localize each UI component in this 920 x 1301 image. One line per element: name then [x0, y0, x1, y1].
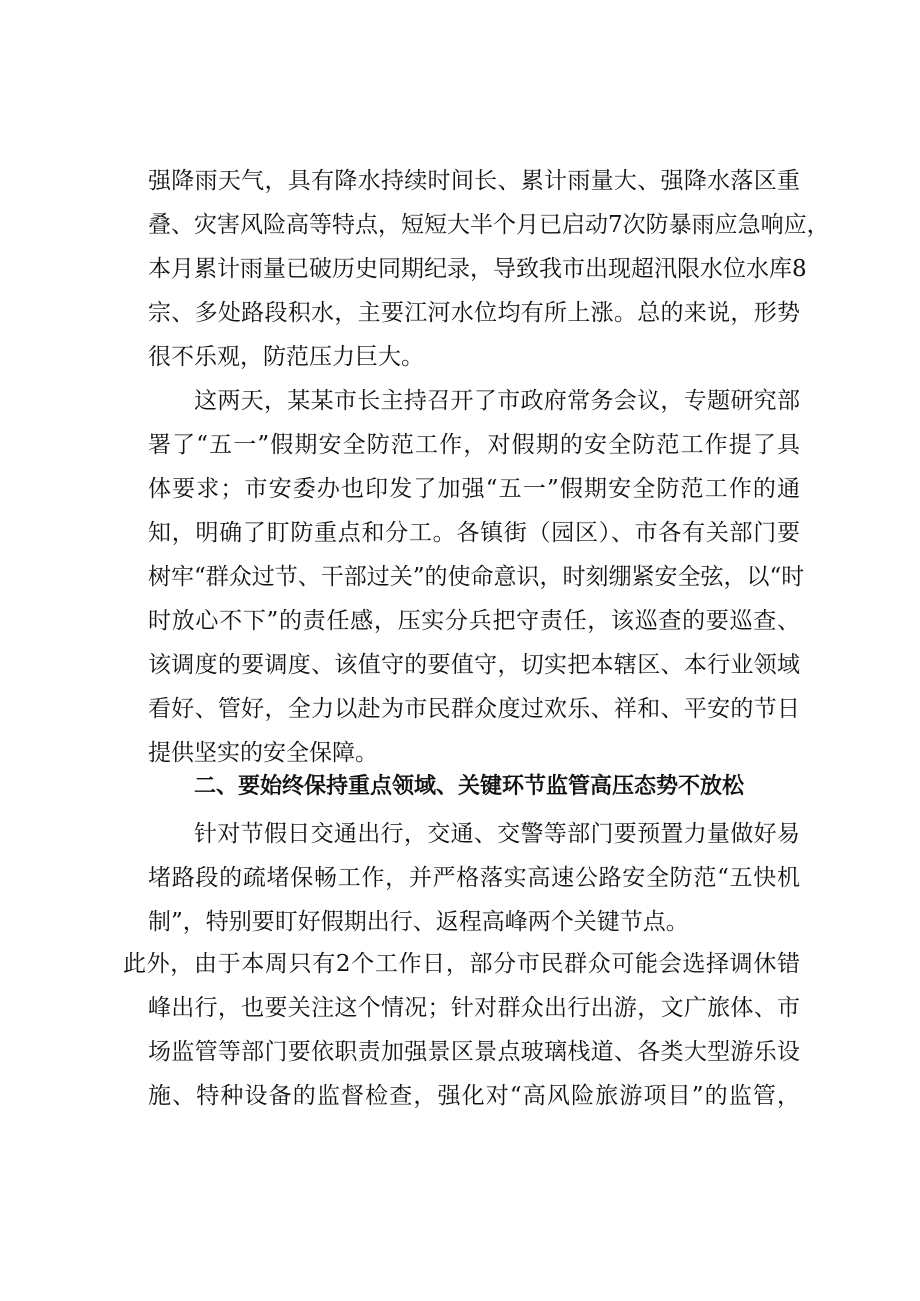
paragraph-line: 本月累计雨量已破历史同期纪录，导致我市出现超汛限水位水库8 — [148, 256, 807, 282]
paragraph-line: 体要求；市安委办也印发了加强“五一”假期安全防范工作的通 — [148, 476, 800, 502]
paragraph-line: 针对节假日交通出行，交通、交警等部门要预置力量做好易 — [194, 821, 800, 847]
paragraph-line: 看好、管好，全力以赴为市民群众度过欢乐、祥和、平安的节日 — [148, 696, 800, 722]
paragraph-line: 很不乐观，防范压力巨大。 — [148, 344, 424, 370]
paragraph-line: 此外，由于本周只有2个工作日，部分市民群众可能会选择调休错 — [123, 951, 800, 977]
paragraph-line: 强降雨天气，具有降水持续时间长、累计雨量大、强降水落区重 — [148, 168, 800, 194]
paragraph-line: 提供坚实的安全保障。 — [148, 740, 378, 766]
paragraph-line: 制”，特别要盯好假期出行、返程高峰两个关键节点。 — [148, 909, 689, 935]
paragraph-line: 施、特种设备的监督检查，强化对“高风险旅游项目”的监管， — [148, 1083, 800, 1109]
paragraph-line: 这两天，某某市长主持召开了市政府常务会议，专题研究部 — [194, 388, 800, 414]
paragraph-line: 峰出行，也要关注这个情况；针对群众出行出游，文广旅体、市 — [148, 995, 800, 1021]
paragraph-line: 该调度的要调度、该值守的要值守，切实把本辖区、本行业领域 — [148, 652, 800, 678]
paragraph-line: 叠、灾害风险高等特点，短短大半个月已启动7次防暴雨应急响应， — [148, 212, 830, 238]
paragraph-line: 堵路段的疏堵保畅工作，并严格落实高速公路安全防范“五快机 — [148, 865, 800, 891]
paragraph-line: 树牢“群众过节、干部过关”的使命意识，时刻绷紧安全弦，以“时 — [148, 564, 805, 590]
paragraph-line: 知，明确了盯防重点和分工。各镇街（园区）、市各有关部门要 — [148, 520, 800, 546]
paragraph-line: 宗、多处路段积水，主要江河水位均有所上涨。总的来说，形势 — [148, 300, 800, 326]
section-heading: 二、要始终保持重点领域、关键环节监管高压态势不放松 — [194, 774, 745, 799]
paragraph-line: 场监管等部门要依职责加强景区景点玻璃栈道、各类大型游乐设 — [148, 1039, 800, 1065]
paragraph-line: 时放心不下”的责任感，压实分兵把守责任，该巡查的要巡查、 — [148, 608, 800, 634]
paragraph-line: 署了“五一”假期安全防范工作，对假期的安全防范工作提了具 — [148, 432, 800, 458]
